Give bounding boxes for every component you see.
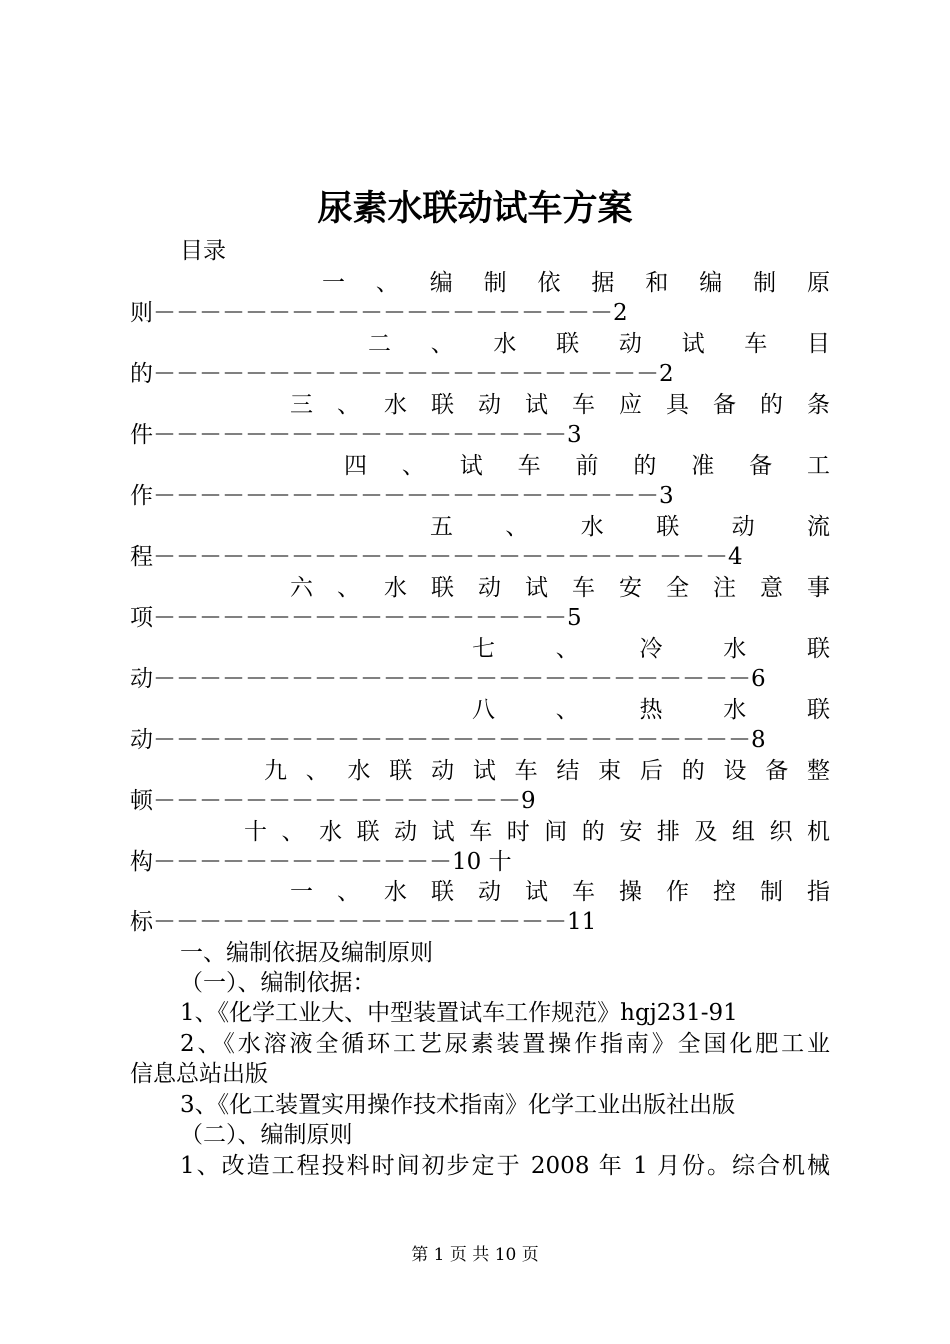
toc-entry-1-leader: 则－－－－－－－－－－－－－－－－－－－－2 xyxy=(130,300,628,326)
basis-item-2-continued: 信息总站出版 xyxy=(130,1061,268,1087)
toc-entry-4-leader: 作－－－－－－－－－－－－－－－－－－－－－－3 xyxy=(130,483,674,509)
toc-entry-10-leader: 构－－－－－－－－－－－－－10 十 xyxy=(130,849,512,875)
subsection-principles: （二）、编制原则 xyxy=(180,1122,353,1148)
toc-entry-8-leader: 动－－－－－－－－－－－－－－－－－－－－－－－－－－8 xyxy=(130,727,766,753)
subsection-basis: （一）、编制依据： xyxy=(180,970,376,996)
toc-entry-5-title: 五 、 水 联 动 流 xyxy=(430,514,830,540)
section-heading-basis-principles: 一、编制依据及编制原则 xyxy=(180,940,433,966)
toc-entry-6-leader: 项－－－－－－－－－－－－－－－－－－5 xyxy=(130,605,582,631)
toc-entry-11-title: 一 、 水 联 动 试 车 操 作 控 制 指 xyxy=(290,879,830,905)
toc-entry-7-title: 七 、 冷 水 联 xyxy=(472,636,830,662)
toc-entry-7-leader: 动－－－－－－－－－－－－－－－－－－－－－－－－－－6 xyxy=(130,666,766,692)
toc-entry-10-title: 十 、 水 联 动 试 车 时 间 的 安 排 及 组 织 机 xyxy=(244,819,830,845)
toc-entry-5-leader: 程－－－－－－－－－－－－－－－－－－－－－－－－－4 xyxy=(130,544,743,570)
document-title: 尿素水联动试车方案 xyxy=(317,188,633,229)
toc-entry-1-title: 一 、 编 制 依 据 和 编 制 原 xyxy=(322,270,830,296)
basis-item-1: 1、《化学工业大、中型装置试车工作规范》hgj231-91 xyxy=(180,1000,738,1026)
toc-entry-9-leader: 顿－－－－－－－－－－－－－－－－9 xyxy=(130,788,536,814)
basis-item-3: 3、《化工装置实用操作技术指南》化学工业出版社出版 xyxy=(180,1092,736,1118)
toc-entry-2-leader: 的－－－－－－－－－－－－－－－－－－－－－－2 xyxy=(130,361,674,387)
toc-entry-6-title: 六 、 水 联 动 试 车 安 全 注 意 事 xyxy=(290,575,830,601)
toc-entry-3-leader: 件－－－－－－－－－－－－－－－－－－3 xyxy=(130,422,582,448)
basis-item-2: 2、《水溶液全循环工艺尿素装置操作指南》全国化肥工业 xyxy=(180,1031,830,1057)
toc-entry-2-title: 二 、 水 联 动 试 车 目 xyxy=(368,331,830,357)
toc-entry-3-title: 三 、 水 联 动 试 车 应 具 备 的 条 xyxy=(290,392,830,418)
toc-entry-8-title: 八 、 热 水 联 xyxy=(472,697,830,723)
principle-item-1: 1、改造工程投料时间初步定于 2008 年 1 月份。综合机械 xyxy=(180,1153,830,1179)
toc-entry-9-title: 九 、 水 联 动 试 车 结 束 后 的 设 备 整 xyxy=(264,758,830,784)
toc-heading: 目录 xyxy=(180,238,226,264)
page-footer: 第 1 页 共 10 页 xyxy=(411,1245,539,1265)
toc-entry-11-leader: 标－－－－－－－－－－－－－－－－－－11 xyxy=(130,909,597,935)
toc-entry-4-title: 四 、 试 车 前 的 准 备 工 xyxy=(344,453,830,479)
